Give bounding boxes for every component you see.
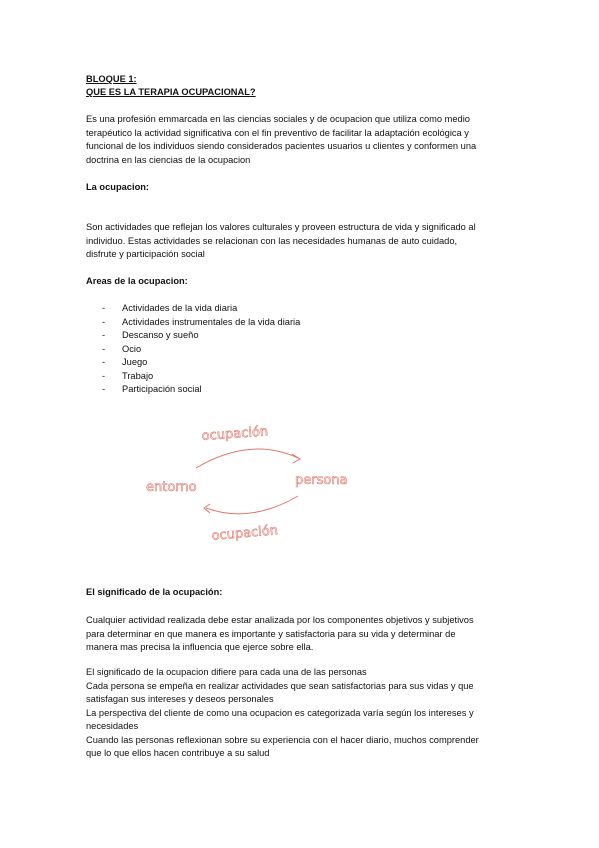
section-ocupacion-title: La ocupacion: bbox=[86, 182, 150, 192]
area-label: Descanso y sueño bbox=[122, 330, 199, 340]
list-item bbox=[102, 329, 199, 342]
list-item bbox=[102, 356, 147, 369]
sketch-bottom-label: ocupación bbox=[211, 523, 279, 544]
bullet: - bbox=[102, 316, 106, 327]
list-item bbox=[102, 343, 141, 356]
ocupacion-line: disfrute y participación social bbox=[86, 249, 205, 259]
area-label: Ocio bbox=[122, 343, 142, 354]
list-item bbox=[102, 316, 300, 329]
area-label: Juego bbox=[122, 357, 148, 367]
intro-line: Es una profesión emmarcada en las ciencias sociales y de ocupacion que utiliza como medio bbox=[86, 114, 470, 124]
question-title: QUE ES LA TERAPIA OCUPACIONAL? bbox=[86, 87, 256, 97]
sketch-top-label: ocupación bbox=[201, 424, 269, 444]
bullet: - bbox=[102, 303, 106, 313]
areas-title: Areas de la ocupacion: bbox=[86, 276, 188, 286]
sketch-right-label: persona bbox=[295, 473, 348, 488]
significado-point: Cada persona se empeña en realizar actividades que sean satisfactorias para sus vidas y que bbox=[86, 680, 474, 691]
list-item bbox=[102, 370, 153, 383]
block-title: BLOQUE 1: bbox=[86, 74, 137, 84]
ocupacion-line: individuo. Estas actividades se relacionan con las necesidades humanas de auto cuidado, bbox=[86, 235, 458, 246]
significado-line: para determinar en que manera es importante y satisfactoria para su vida y determinar de bbox=[86, 628, 456, 639]
bullet: - bbox=[102, 370, 106, 381]
area-label: Participación social bbox=[122, 384, 202, 394]
significado-title: El significado de la ocupación: bbox=[86, 587, 223, 597]
significado-point: necesidades bbox=[86, 721, 139, 731]
handwritten-sketch bbox=[140, 418, 390, 548]
significado-point: satisfagan sus intereses y deseos personales bbox=[86, 694, 274, 704]
significado-point: La perspectiva del cliente de como una ocupacion es categorizada varía según los intereses y bbox=[86, 707, 474, 718]
intro-line: terapéutico la actividad significativa con el fin preventivo de facilitar la adaptación ecológica y bbox=[86, 127, 469, 138]
significado-line: manera mas precisa la influencia que ejerce sobre ella. bbox=[86, 642, 314, 652]
top-arrow bbox=[196, 449, 298, 468]
significado-line: Cualquier actividad realizada debe estar analizada por los componentes objetivos y subjetivos bbox=[86, 615, 474, 625]
bullet: - bbox=[102, 343, 106, 354]
list-item bbox=[102, 302, 237, 315]
significado-point: Cuando las personas reflexionan sobre su experiencia con el hacer diario, muchos comprender bbox=[86, 734, 479, 745]
top-arrowhead bbox=[292, 454, 300, 463]
ocupacion-line: Son actividades que reflejan los valores culturales y proveen estructura de vida y significado al bbox=[86, 222, 476, 232]
bottom-arrow bbox=[206, 496, 298, 514]
area-label: Trabajo bbox=[122, 370, 154, 381]
bullet: - bbox=[102, 357, 106, 367]
bullet: - bbox=[102, 330, 106, 340]
area-label: Actividades instrumentales de la vida diaria bbox=[122, 316, 301, 327]
list-item bbox=[102, 383, 202, 396]
sketch-left-label: entorno bbox=[146, 480, 197, 495]
significado-point: El significado de la ocupacion difiere para cada una de las personas bbox=[86, 667, 367, 677]
intro-line: doctrina en las ciencias de la ocupacion bbox=[86, 154, 251, 165]
significado-point: que lo que ellos hacen contribuye a su salud bbox=[86, 748, 270, 758]
area-label: Actividades de la vida diaria bbox=[122, 303, 238, 313]
intro-line: funcional de los individuos siendo considerados pacientes usuarios u clientes y conformen una bbox=[86, 141, 477, 151]
bullet: - bbox=[102, 384, 106, 394]
